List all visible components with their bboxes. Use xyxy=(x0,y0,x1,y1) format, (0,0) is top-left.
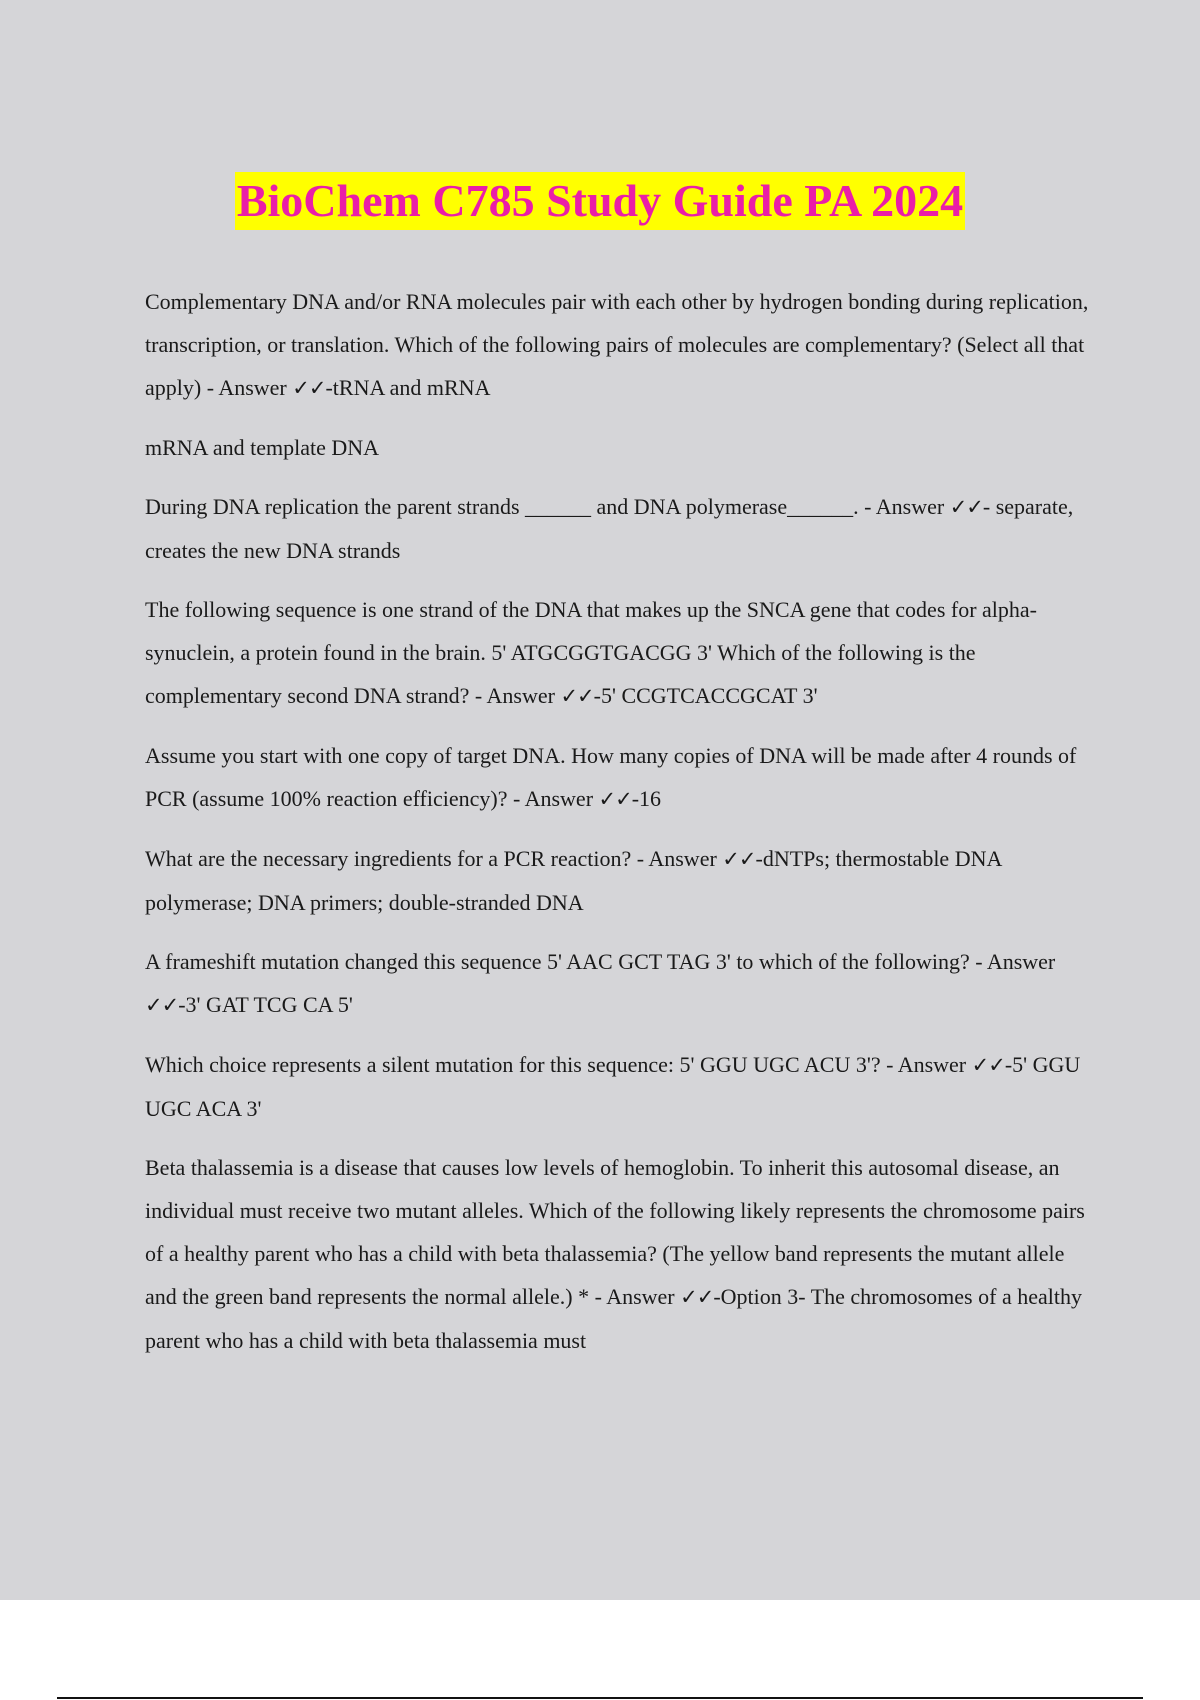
answer-continuation xyxy=(145,426,1095,469)
answer-text: -16 xyxy=(631,786,662,811)
question-text: A frameshift mutation changed this sequence 5' AAC GCT TAG 3' to which of the following? - Answer xyxy=(145,949,1056,974)
answer-text: - separate, creates the new DNA strands xyxy=(145,494,1074,563)
question-text: During DNA replication the parent strands ______ and DNA polymerase______. - Answer xyxy=(145,494,950,519)
double-check-icon: ✓✓ xyxy=(292,376,326,400)
answer-text: -5' CCGTCACCGCAT 3' xyxy=(593,683,818,708)
question-pcr-ingredients xyxy=(145,837,1095,924)
document-title: BioChem C785 Study Guide PA 2024 xyxy=(235,172,965,230)
double-check-icon: ✓✓ xyxy=(971,1053,1005,1077)
question-frameshift xyxy=(145,940,1095,1027)
question-pcr-copies xyxy=(145,734,1095,821)
double-check-icon: ✓✓ xyxy=(949,495,983,519)
answer-text: mRNA and template DNA xyxy=(145,435,380,460)
answer-text: -Option 3- The chromosomes of a healthy parent who has a child with beta thalassemia must xyxy=(145,1284,1082,1353)
answer-text: -dNTPs; thermostable DNA polymerase; DNA primers; double-stranded DNA xyxy=(145,846,1002,915)
question-list xyxy=(145,280,1095,1378)
question-complementary-pairs xyxy=(145,280,1095,410)
question-text: Beta thalassemia is a disease that causes low levels of hemoglobin. To inherit this autosomal disease, an individual must receive two mutant alleles. Which of the following likely represents the chromosome pairs of a healthy parent who has a child with beta thalassemia? (The yellow band represents the mutant allele and the green band represents the normal allele.) * - Answer xyxy=(145,1155,1085,1309)
double-check-icon: ✓✓ xyxy=(680,1285,714,1309)
question-silent-mutation xyxy=(145,1043,1095,1130)
answer-text: -3' GAT TCG CA 5' xyxy=(178,992,353,1017)
question-text: Assume you start with one copy of target DNA. How many copies of DNA will be made after 4 rounds of PCR (assume 100% reaction efficiency)? - Answer xyxy=(145,743,1077,811)
question-dna-replication xyxy=(145,485,1095,572)
double-check-icon: ✓✓ xyxy=(560,684,594,708)
question-text: Which choice represents a silent mutation for this sequence: 5' GGU UGC ACU 3'? - Answer xyxy=(145,1052,972,1077)
double-check-icon: ✓✓ xyxy=(145,993,179,1017)
question-snca-sequence xyxy=(145,588,1095,718)
footer-divider xyxy=(57,1697,1143,1699)
question-text: What are the necessary ingredients for a PCR reaction? - Answer xyxy=(145,846,723,871)
question-text: The following sequence is one strand of the DNA that makes up the SNCA gene that codes for alpha-synuclein, a protein found in the brain. 5' ATGCGGTGACGG 3' Which of the following is the complementary second DNA strand? - Answer xyxy=(145,597,1037,708)
double-check-icon: ✓✓ xyxy=(722,847,756,871)
answer-text: -tRNA and mRNA xyxy=(325,375,491,400)
question-text: Complementary DNA and/or RNA molecules pair with each other by hydrogen bonding during replication, transcription, or translation. Which of the following pairs of molecules are complementary? (Select all that apply) - Answer xyxy=(145,289,1089,400)
double-check-icon: ✓✓ xyxy=(598,787,632,811)
title-container xyxy=(0,172,1200,230)
question-beta-thalassemia xyxy=(145,1146,1095,1362)
answer-text: -5' GGU UGC ACA 3' xyxy=(145,1052,1081,1121)
